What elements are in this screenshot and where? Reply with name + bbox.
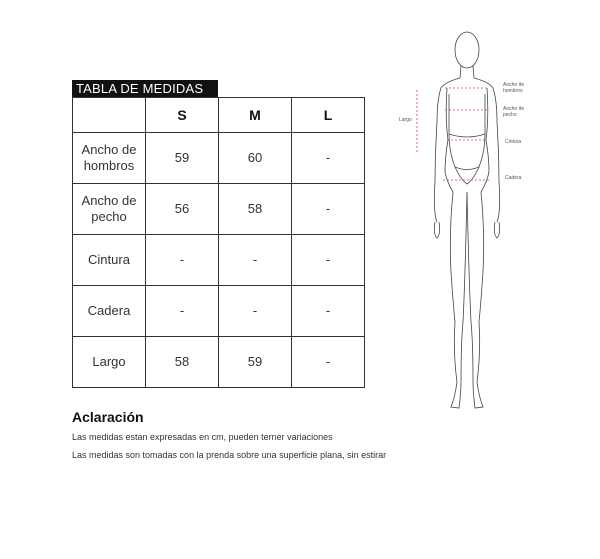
cell-value: - <box>219 235 292 286</box>
label-cadera: Cadera <box>505 175 522 181</box>
header-cell-empty <box>73 98 146 133</box>
cell-value: - <box>292 337 365 388</box>
size-table <box>72 97 365 388</box>
cell-value: 56 <box>146 184 219 235</box>
label-cintura: Cintura <box>505 139 522 145</box>
table-row <box>73 133 365 184</box>
cell-value: - <box>219 286 292 337</box>
cell-value: - <box>292 286 365 337</box>
row-label-cintura: Cintura <box>73 235 146 286</box>
cell-value: 59 <box>219 337 292 388</box>
header-cell-m: M <box>219 98 292 133</box>
cell-value: - <box>292 184 365 235</box>
label-largo: Largo <box>399 117 412 123</box>
table-title: TABLA DE MEDIDAS <box>72 80 218 97</box>
row-label-ancho-hombros: Ancho de hombros <box>73 133 146 184</box>
head-shape <box>455 32 479 68</box>
table-row <box>73 184 365 235</box>
notes-title: Aclaración <box>72 409 144 425</box>
row-label-ancho-pecho: Ancho de pecho <box>73 184 146 235</box>
table-header-row <box>73 98 365 133</box>
cell-value: - <box>292 235 365 286</box>
label-hombros-2: hombros <box>503 88 523 94</box>
label-pecho-1: Ancho de <box>503 106 525 112</box>
row-label-largo: Largo <box>73 337 146 388</box>
table-row <box>73 337 365 388</box>
note-line: Las medidas son tomadas con la prenda sobre una superficie plana, sin estirar <box>72 450 387 460</box>
cell-value: - <box>146 286 219 337</box>
note-line: Las medidas estan expresadas en cm, pueden terner variaciones <box>72 432 333 442</box>
cell-value: 59 <box>146 133 219 184</box>
label-hombros-1: Ancho de <box>503 82 525 88</box>
cell-value: 58 <box>219 184 292 235</box>
row-label-cadera: Cadera <box>73 286 146 337</box>
measurement-guides <box>417 88 491 180</box>
table-row <box>73 235 365 286</box>
body-measurement-figure <box>395 22 535 422</box>
header-cell-l: L <box>292 98 365 133</box>
header-cell-s: S <box>146 98 219 133</box>
cell-value: - <box>146 235 219 286</box>
label-pecho-2: pecho <box>503 112 517 118</box>
cell-value: - <box>292 133 365 184</box>
table-row <box>73 286 365 337</box>
cell-value: 58 <box>146 337 219 388</box>
cell-value: 60 <box>219 133 292 184</box>
